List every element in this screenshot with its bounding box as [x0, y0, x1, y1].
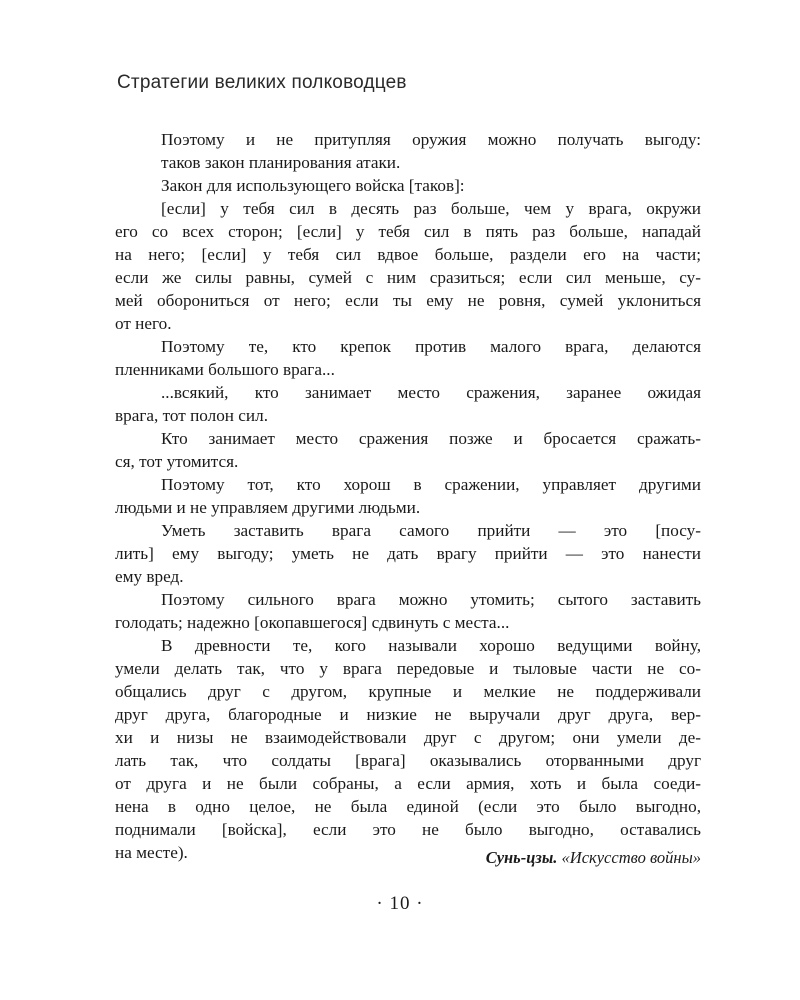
text-line: умели делать так, что у врага передовые и тыловые части не со- — [115, 659, 701, 678]
text-line: пленниками большого врага... — [115, 360, 335, 379]
text-line: Уметь заставить врага самого прийти — это [посу- — [161, 521, 701, 540]
text-line: таков закон планирования атаки. — [161, 153, 401, 172]
text-line: лать так, что солдаты [врага] оказывались оторванными друг — [115, 751, 701, 770]
running-title: Стратегии великих полководцев — [117, 72, 407, 93]
text-line: нена в одно целое, не была единой (если это было выгодно, — [115, 797, 701, 816]
text-line: ...всякий, кто занимает место сражения, заранее ожидая — [161, 383, 701, 402]
text-line: [если] у тебя сил в десять раз больше, чем у врага, окружи — [161, 199, 701, 218]
text-line: ему вред. — [115, 567, 184, 586]
page-number: · 10 · — [376, 893, 424, 914]
text-line: Поэтому те, кто крепок против малого врага, делаются — [161, 337, 701, 356]
text-line: от друга и не были собраны, а если армия, хоть и была соеди- — [115, 774, 701, 793]
text-line: хи и низы не взаимодействовали друг с другом; они умели де- — [115, 728, 701, 747]
text-line: ся, тот утомится. — [115, 452, 239, 471]
text-line: от него. — [115, 314, 172, 333]
text-line: на месте). — [115, 843, 188, 862]
text-line: мей оборониться от него; если ты ему не ровня, сумей уклониться — [115, 291, 701, 310]
text-line: его со всех сторон; [если] у тебя сил в пять раз больше, нападай — [115, 222, 701, 241]
text-line: если же силы равны, сумей с ним сразиться; если сил меньше, су- — [115, 268, 701, 287]
text-line: лить] ему выгоду; уметь не дать врагу прийти — это нанести — [115, 544, 701, 563]
text-line: голодать; надежно [окопавшегося] сдвинуть с места... — [115, 613, 510, 632]
text-line: общались друг с другом, крупные и мелкие не поддерживали — [115, 682, 701, 701]
text-line: Кто занимает место сражения позже и бросается сражать- — [161, 429, 701, 448]
body-text — [115, 128, 701, 864]
text-line: Поэтому и не притупляя оружия можно получать выгоду: — [161, 130, 701, 149]
text-line: Поэтому сильного врага можно утомить; сытого заставить — [161, 590, 701, 609]
text-line: друг друга, благородные и низкие не выручали друг друга, вер- — [115, 705, 701, 724]
quote-attribution — [486, 848, 701, 868]
text-line: Поэтому тот, кто хорош в сражении, управляет другими — [161, 475, 701, 494]
text-line: врага, тот полон сил. — [115, 406, 269, 425]
text-line: на него; [если] у тебя сил вдвое больше, раздели его на части; — [115, 245, 701, 264]
text-line: Закон для использующего войска [таков]: — [161, 176, 465, 195]
text-line: поднимали [войска], если это не было выгодно, оставались — [115, 820, 701, 839]
attribution-work: «Искусство войны» — [561, 848, 701, 867]
text-line: В древности те, кого называли хорошо ведущими войну, — [161, 636, 701, 655]
text-line: людьми и не управляем другими людьми. — [115, 498, 421, 517]
attribution-author: Сунь-цзы. — [485, 848, 558, 867]
